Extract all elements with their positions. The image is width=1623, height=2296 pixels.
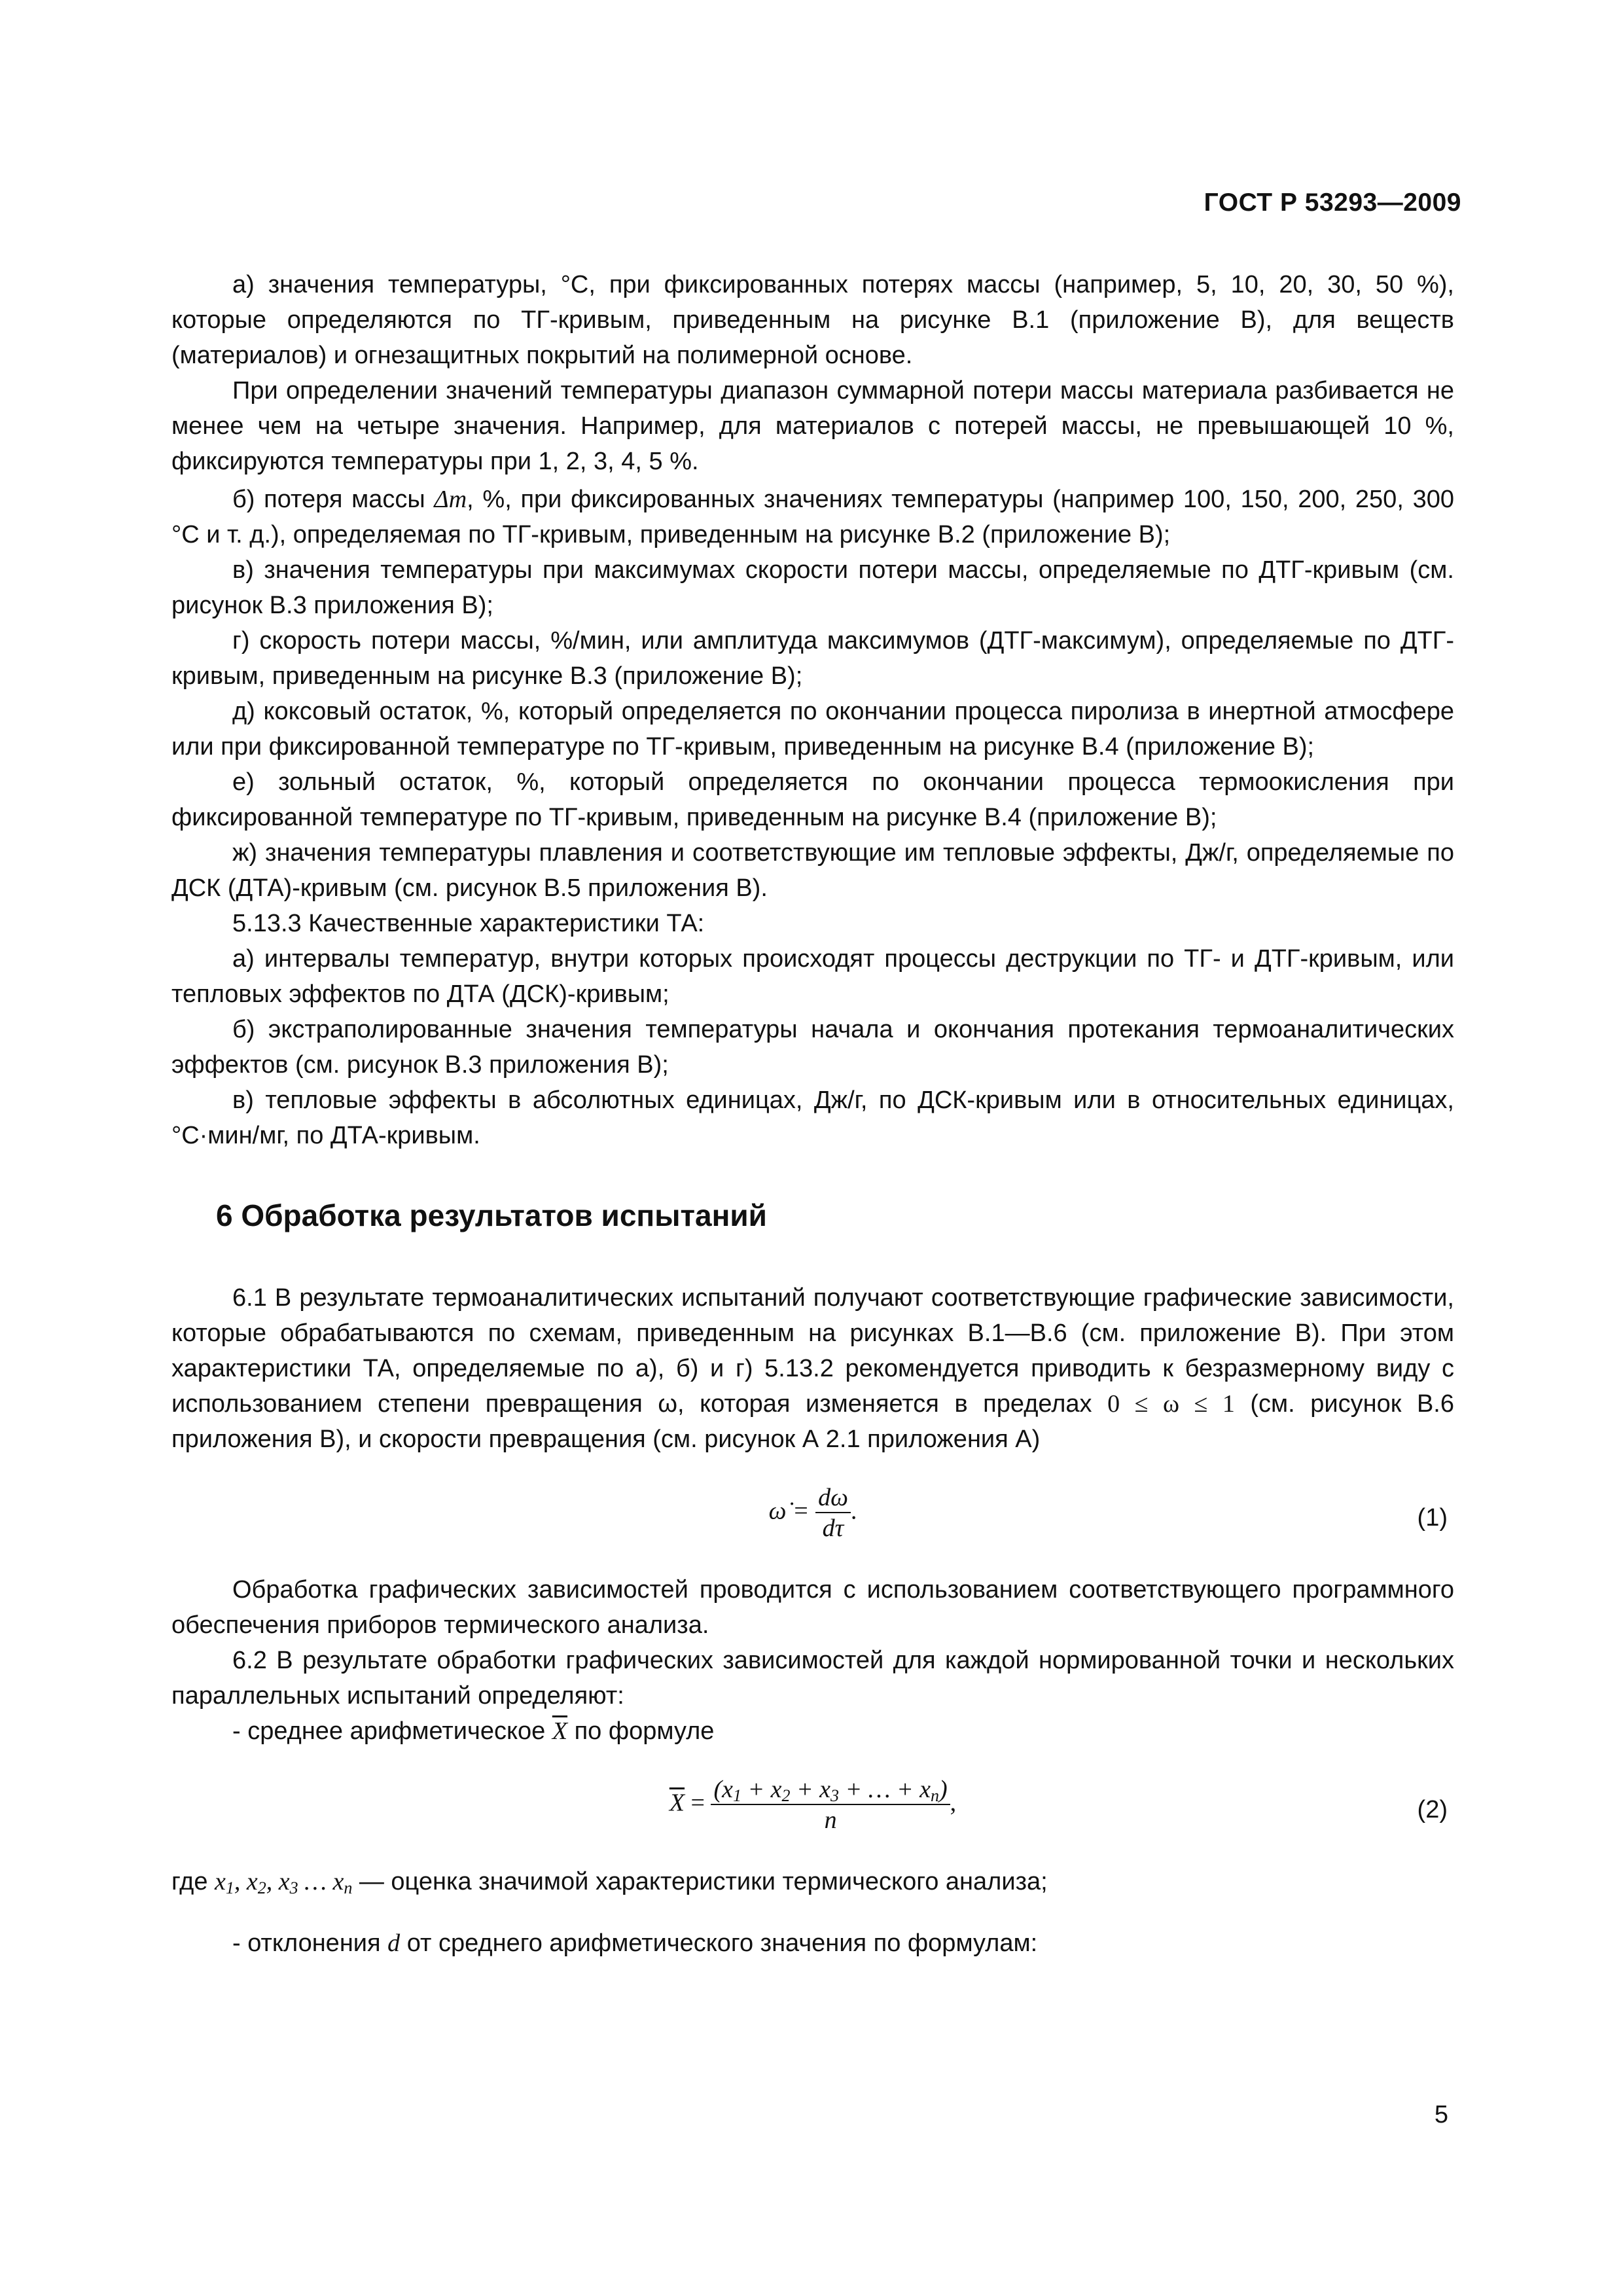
formula-2-numerator: ($x_1 + x_2 + x_3$ + … + $x_n$) xyxy=(711,1775,950,1805)
paragraph-g-rate: г) скорость потери массы, %/мин, или амплитуда максимумов (ДТГ-максимум), определяемые по ДТГ-кривым, приведенным на рисунке В.3 (приложение В); xyxy=(171,627,1454,690)
document-header: ГОСТ Р 53293—2009 xyxy=(1204,188,1461,217)
formula-1-numerator: dω xyxy=(815,1483,851,1513)
formula-1-number: (1) xyxy=(1417,1504,1448,1532)
formula-2-lhs: $\overline{X}$ xyxy=(669,1789,685,1817)
paragraph-mass-loss-range: При определении значений температуры диапазон суммарной потери массы материала разбивается не менее чем на четыре значения. Например, для материалов с потерей массы, не превышающей 10 %, фиксируются температуры при 1, 2, 3, 4, 5 %. xyxy=(171,377,1454,475)
paragraph-where: где $x_1$, $x_2$, $x_3$ … $x_n$ — оценка значимой характеристики термического анализа; xyxy=(171,1868,1048,1897)
paragraph-b-mass-loss: б) потеря массы Δm, %, при фиксированных значениях температуры (например 100, 150, 200, 250, 300 °С и т. д.), определяемая по ТГ-кривым, приведенным на рисунке В.2 (приложение В); xyxy=(171,486,1454,548)
formula-2: $\overline{X}$ = $\frac{(x_1 + x_2 + x_3 + \dots + x_n)}{n}$ , (2) xyxy=(669,1776,1448,1834)
formula-2-denominator: n xyxy=(824,1806,837,1834)
x-bar-symbol: $\overline{X}$ xyxy=(552,1717,568,1745)
paragraph-software: Обработка графических зависимостей проводится с использованием соответствующего программного обеспечения приборов термического анализа. xyxy=(171,1576,1454,1639)
formula-1: ω̇ = $\frac{d\omega}{d\tau}$ . (1) xyxy=(768,1484,1448,1542)
x-list-symbol: $x_1$, $x_2$, $x_3$ … $x_n$ xyxy=(215,1868,353,1897)
paragraph-b-extrapolated: б) экстраполированные значения температуры начала и окончания протекания термоаналитических эффектов (см. рисунок В.3 приложения В); xyxy=(171,1016,1454,1079)
d-symbol: d xyxy=(387,1929,401,1957)
section-6-title: 6 Обработка результатов испытаний xyxy=(216,1198,767,1232)
delta-m-symbol: Δm xyxy=(434,486,467,513)
paragraph-e-ash-residue: е) зольный остаток, %, который определяется по окончании процесса термоокисления при фиксированной температуре по ТГ-кривым, приведенным на рисунке В.4 (приложение В); xyxy=(171,768,1454,831)
paragraph-v-heat-effects: в) тепловые эффекты в абсолютных единицах, Дж/г, по ДСК-кривым или в относительных единицах, °С·мин/мг, по ДТА-кривым. xyxy=(171,1086,1454,1149)
paragraph-v-dtg-max: в) значения температуры при максимумах скорости потери массы, определяемые по ДТГ-кривым (см. рисунок В.3 приложения В); xyxy=(171,556,1454,619)
paragraph-d-coke-residue: д) коксовый остаток, %, который определяется по окончании процесса пиролиза в инертной атмосфере или при фиксированной температуре по ТГ-кривым, приведенным на рисунке В.4 (приложение В); xyxy=(171,698,1454,761)
paragraph-mean: - среднее арифметическое $\overline{X}$ по формуле xyxy=(232,1717,715,1745)
formula-2-number: (2) xyxy=(1417,1796,1448,1823)
paragraph-a-intervals: а) интервалы температур, внутри которых происходят процессы деструкции по ТГ- и ДТГ-кривым, или тепловых эффектов по ДТА (ДСК)-кривым; xyxy=(171,945,1454,1008)
paragraph-deviation: - отклонения d от среднего арифметического значения по формулам: xyxy=(232,1929,1038,1957)
omega-range: 0 ≤ ω ≤ 1 xyxy=(1107,1390,1235,1418)
paragraph-a-temperature: а) значения температуры, °С, при фиксированных потерях массы (например, 5, 10, 20, 30, 50 %), которые определяются по ТГ-кривым, приведенным на рисунке В.1 (приложение В), для веществ (материалов) и огнезащитных покрытий на полимерной основе. xyxy=(171,271,1454,369)
paragraph-5-13-3: 5.13.3 Качественные характеристики ТА: xyxy=(232,910,705,937)
page-number: 5 xyxy=(1434,2101,1448,2128)
paragraph-zh-melting: ж) значения температуры плавления и соответствующие им тепловые эффекты, Дж/г, определяемые по ДСК (ДТА)-кривым (см. рисунок В.5 приложения В). xyxy=(171,839,1454,902)
document-body xyxy=(171,267,1454,1961)
paragraph-6-1: 6.1 В результате термоаналитических испытаний получают соответствующие графические зависимости, которые обрабатываются по схемам, приведенным на рисунках В.1—В.6 (см. приложение В). При этом характеристики ТА, определяемые по а), б) и г) 5.13.2 рекомендуется приводить к безразмерному виду с использованием степени превращения ω, которая изменяется в пределах 0 ≤ ω ≤ 1 (см. рисунок В.6 приложения В), и скорости превращения (см. рисунок А 2.1 приложения А) xyxy=(171,1284,1454,1453)
formula-1-lhs: ω̇ = xyxy=(768,1497,810,1525)
formula-1-denominator: dτ xyxy=(822,1515,844,1542)
paragraph-6-2: 6.2 В результате обработки графических зависимостей для каждой нормированной точки и нескольких параллельных испытаний определяют: xyxy=(171,1647,1454,1710)
